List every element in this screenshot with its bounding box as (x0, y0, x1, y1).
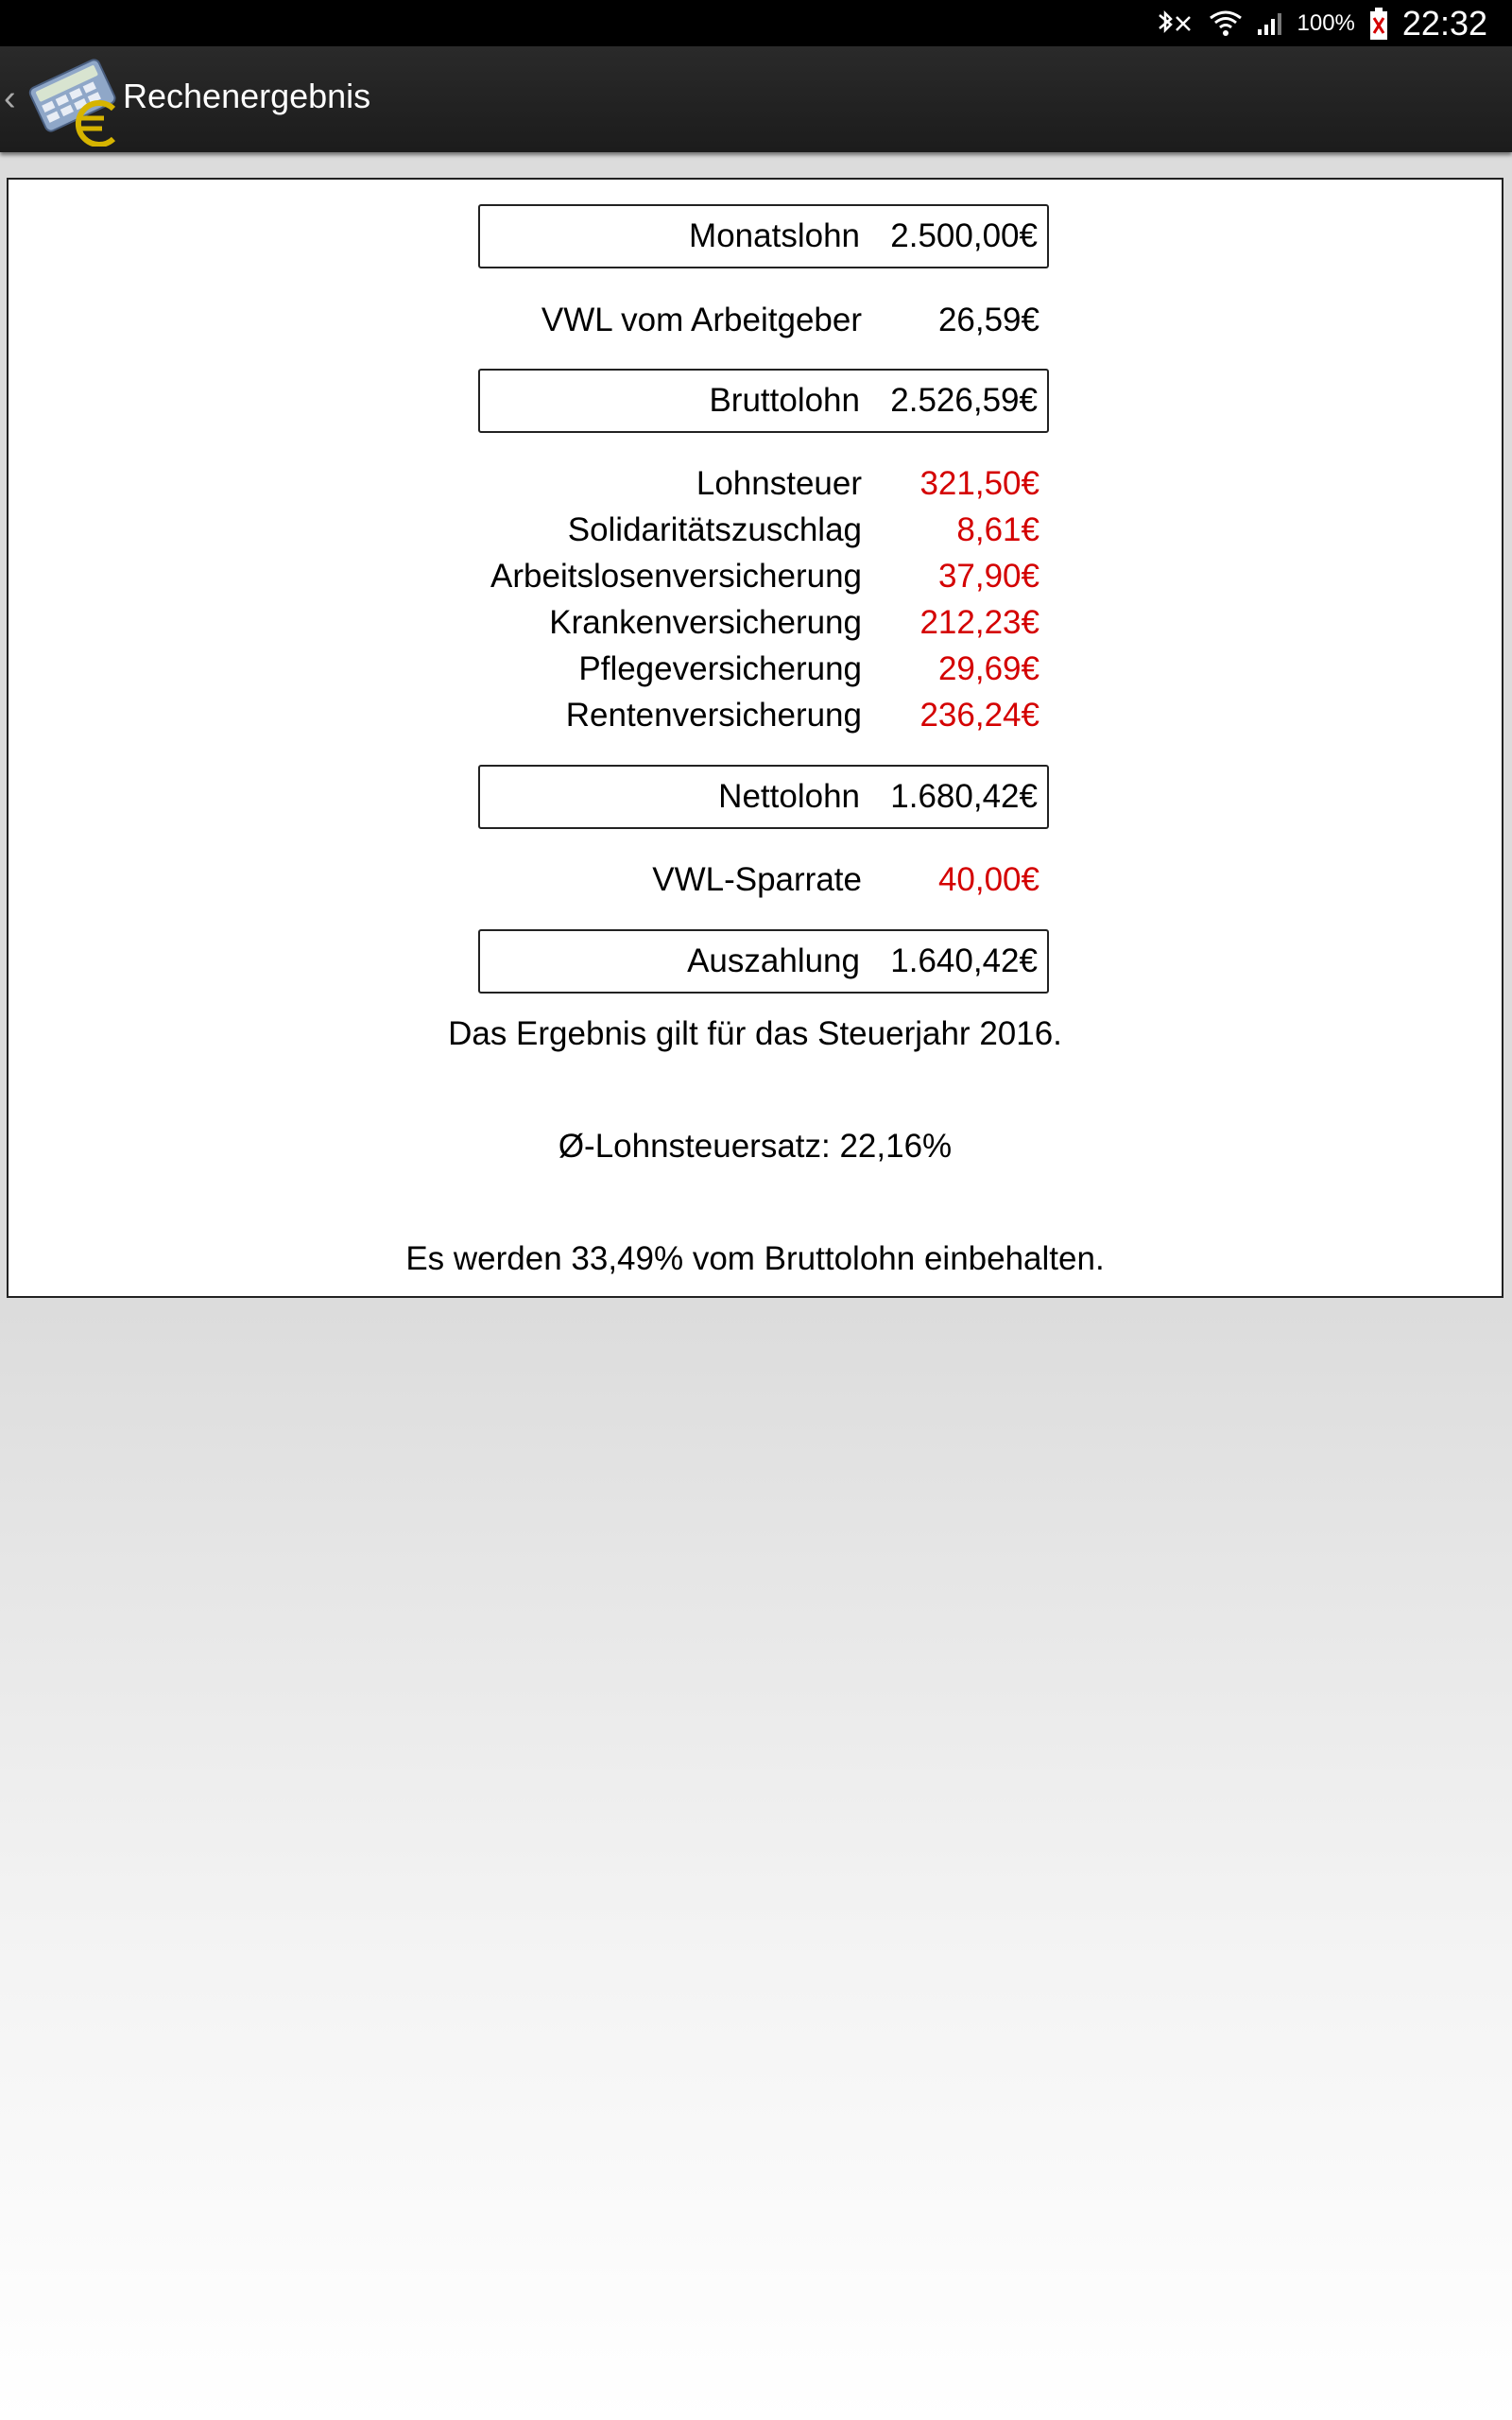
deduction-row (478, 460, 1049, 507)
vwl-arbeitgeber-value: 26,59€ (937, 302, 1040, 338)
battery-icon (1368, 0, 1389, 46)
deduction-row (478, 599, 1049, 646)
deduction-value: 8,61€ (956, 511, 1040, 548)
withheld-note: Es werden 33,49% vom Bruttolohn einbehalten. (405, 1240, 1105, 1277)
deduction-row (478, 646, 1049, 692)
wifi-icon (1209, 0, 1243, 46)
auszahlung-label: Auszahlung (687, 942, 860, 979)
row-vwl-arbeitgeber (478, 288, 1049, 353)
action-bar (0, 46, 1512, 152)
row-monatslohn (478, 204, 1049, 268)
deduction-label: Arbeitslosenversicherung (490, 558, 862, 595)
result-card (7, 178, 1503, 1298)
vwl-sparrate-label: VWL-Sparrate (652, 861, 862, 898)
bruttolohn-label: Bruttolohn (709, 382, 860, 419)
tax-year-note: Das Ergebnis gilt für das Steuerjahr 2016. (448, 1015, 1062, 1052)
battery-percent: 100% (1297, 9, 1355, 36)
deduction-value: 321,50€ (919, 465, 1040, 502)
deduction-row (478, 507, 1049, 553)
deduction-value: 29,69€ (937, 650, 1040, 687)
nettolohn-label: Nettolohn (718, 778, 860, 815)
monatslohn-label: Monatslohn (689, 217, 860, 254)
status-bar (0, 0, 1512, 46)
calculator-euro-icon[interactable] (23, 52, 122, 147)
signal-icon (1256, 0, 1284, 46)
average-tax-rate-note: Ø-Lohnsteuersatz: 22,16% (558, 1128, 953, 1165)
auszahlung-value: 1.640,42€ (890, 942, 1038, 979)
deduction-row (478, 553, 1049, 599)
deduction-value: 236,24€ (919, 697, 1040, 734)
deduction-label: Pflegeversicherung (578, 650, 862, 687)
vwl-arbeitgeber-label: VWL vom Arbeitgeber (541, 302, 862, 338)
row-bruttolohn (478, 369, 1049, 433)
monatslohn-value: 2.500,00€ (890, 217, 1038, 254)
deduction-label: Krankenversicherung (549, 604, 862, 641)
clock: 22:32 (1401, 3, 1487, 43)
row-auszahlung (478, 929, 1049, 994)
deduction-value: 37,90€ (937, 558, 1040, 595)
deduction-value: 212,23€ (919, 604, 1040, 641)
row-vwl-sparrate (478, 848, 1049, 912)
bluetooth-muted-icon (1152, 0, 1195, 46)
nettolohn-value: 1.680,42€ (890, 778, 1038, 815)
vwl-sparrate-value: 40,00€ (937, 861, 1040, 898)
deduction-label: Rentenversicherung (565, 697, 862, 734)
row-nettolohn (478, 765, 1049, 829)
deduction-label: Lohnsteuer (696, 465, 862, 502)
back-chevron-icon[interactable]: ‹ (4, 78, 16, 118)
deduction-row (478, 692, 1049, 738)
bruttolohn-value: 2.526,59€ (890, 382, 1038, 419)
deduction-label: Solidaritätszuschlag (567, 511, 862, 548)
action-bar-title: Rechenergebnis (123, 77, 371, 115)
